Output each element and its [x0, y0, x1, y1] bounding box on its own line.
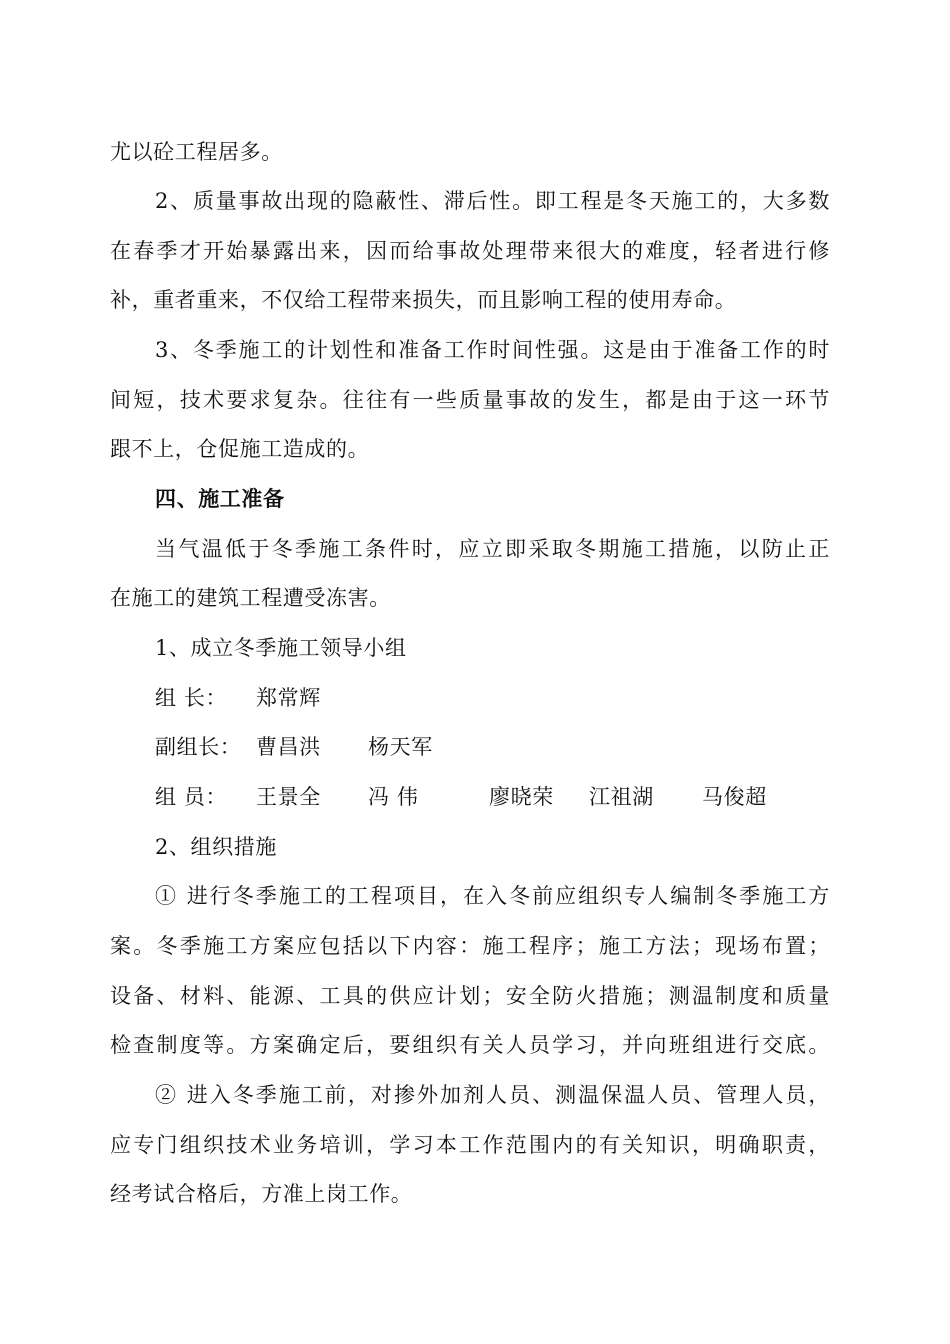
members-label: 组 员：	[155, 785, 228, 809]
paragraph-line: 在施工的建筑工程遭受冻害。	[110, 586, 391, 610]
paragraph-line: 3、冬季施工的计划性和准备工作时间性强。这是由于准备工作的时	[155, 338, 830, 362]
paragraph-line: ② 进入冬季施工前，对掺外加剂人员、测温保温人员、管理人员，	[155, 1083, 830, 1107]
deputy-name: 曹昌洪	[256, 735, 321, 759]
paragraph-line: 跟不上，仓促施工造成的。	[110, 437, 370, 461]
subsection-heading: 2、组织措施	[155, 835, 277, 859]
member-name: 江祖湖	[589, 785, 654, 809]
paragraph-line: 检查制度等。方案确定后，要组织有关人员学习，并向班组进行交底。	[110, 1033, 830, 1057]
paragraph-line: 当气温低于冬季施工条件时，应立即采取冬期施工措施，以防止正	[155, 537, 830, 561]
paragraph-line: 在春季才开始暴露出来，因而给事故处理带来很大的难度，轻者进行修	[110, 239, 830, 263]
paragraph-line: 补，重者重来，不仅给工程带来损失，而且影响工程的使用寿命。	[110, 288, 737, 312]
paragraph-line: 尤以砼工程居多。	[110, 140, 283, 164]
member-name: 冯 伟	[368, 785, 419, 809]
paragraph-line: 设备、材料、能源、工具的供应计划；安全防火措施；测温制度和质量	[110, 984, 830, 1008]
paragraph-line: 2、质量事故出现的隐蔽性、滞后性。即工程是冬天施工的，大多数	[155, 189, 830, 213]
subsection-heading: 1、成立冬季施工领导小组	[155, 636, 407, 660]
deputy-name: 杨天军	[368, 735, 433, 759]
paragraph-line: 经考试合格后，方准上岗工作。	[110, 1182, 413, 1206]
leader-label: 组 长：	[155, 686, 228, 710]
paragraph-line: ① 进行冬季施工的工程项目，在入冬前应组织专人编制冬季施工方	[155, 884, 830, 908]
deputy-label: 副组长：	[155, 735, 242, 759]
paragraph-line: 间短，技术要求复杂。往往有一些质量事故的发生，都是由于这一环节	[110, 388, 830, 412]
paragraph-line: 案。冬季施工方案应包括以下内容：施工程序；施工方法；现场布置；	[110, 934, 830, 958]
member-name: 马俊超	[702, 785, 767, 809]
paragraph-line: 应专门组织技术业务培训，学习本工作范围内的有关知识，明确职责，	[110, 1133, 830, 1157]
section-heading: 四、施工准备	[155, 486, 285, 511]
member-name: 王景全	[256, 785, 321, 809]
member-name: 廖晓荣	[489, 785, 554, 809]
leader-name: 郑常辉	[256, 686, 321, 710]
